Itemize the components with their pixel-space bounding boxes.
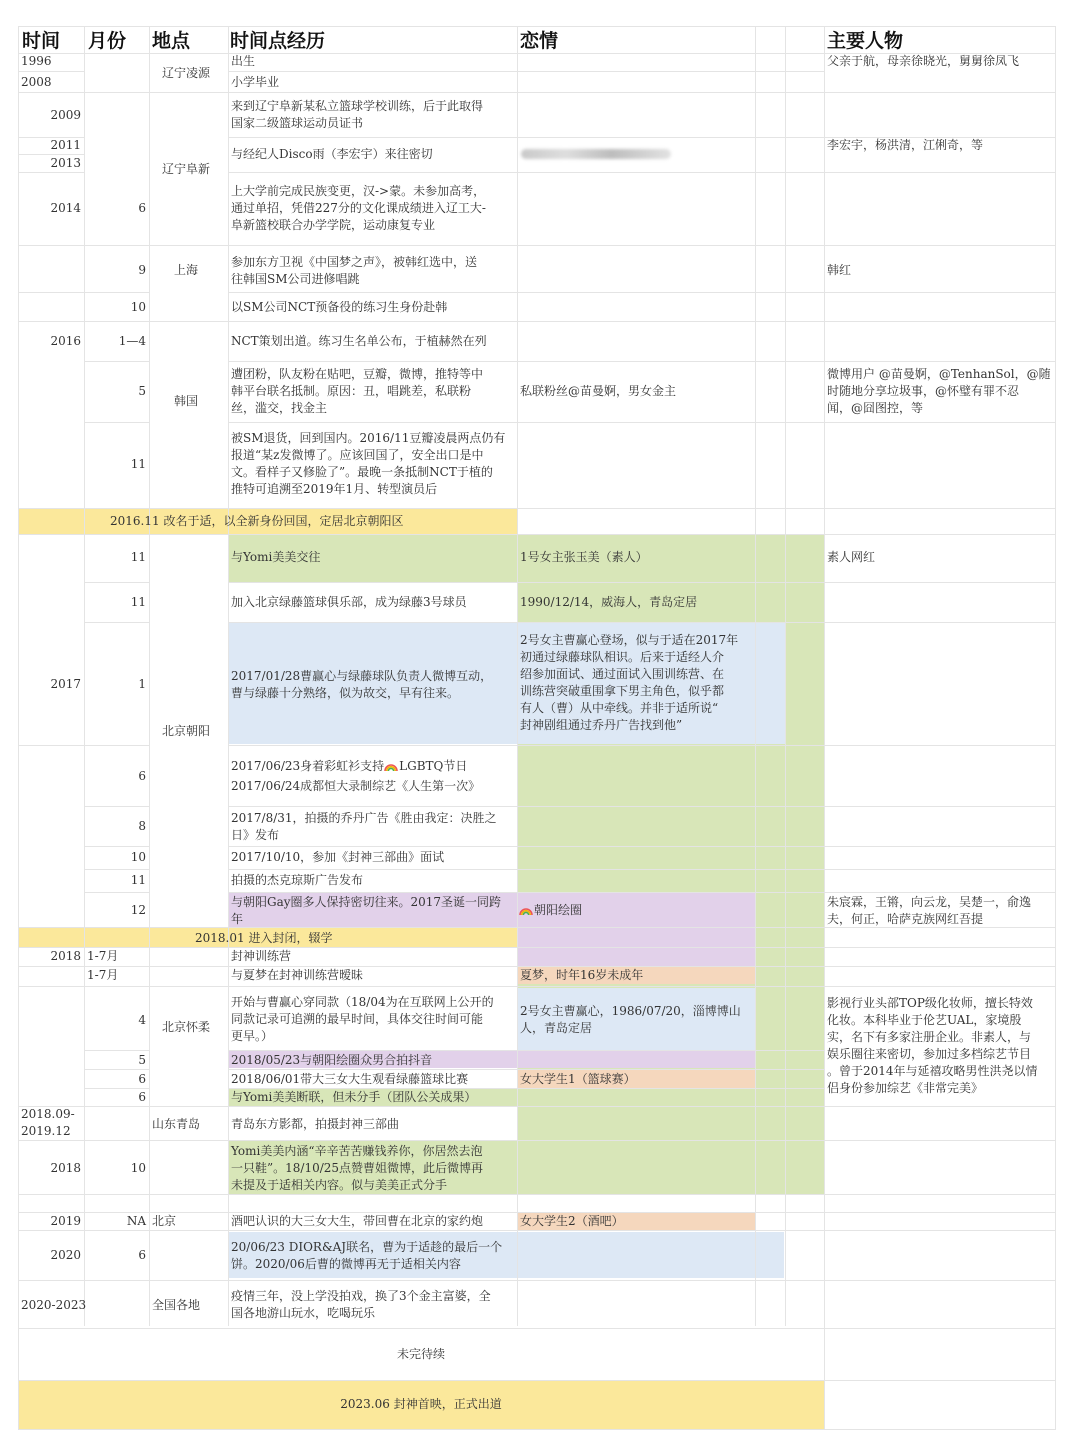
grid-line: [18, 292, 149, 293]
rainbow-icon: [519, 905, 533, 915]
romance-text: 2号女主曹赢心登场，似与于适在2017年 初通过绿藤球队相识。后来于适经人介 绍参加面试、通过面试入围训练营、在 训练营突破重围拿下男主角色，似乎都 有人（曹）从中牵线。并非于适所说“ 封神剧组通过乔丹广告找到他”: [520, 633, 739, 732]
grid-line: [18, 986, 1056, 987]
grid-line: [18, 1194, 1056, 1195]
grid-line: [18, 92, 1056, 93]
grid-line: [84, 892, 149, 893]
year-cell: 2018: [50, 1161, 81, 1175]
grid-line: [84, 1069, 149, 1070]
event-text: 加入北京绿藤篮球俱乐部，成为绿藤3号球员: [231, 595, 467, 609]
grid-line: [755, 26, 756, 1326]
redacted-text: [521, 149, 671, 159]
event-text: 2017/01/28曹赢心与绿藤球队负责人微博互动， 曹与绿藤十分熟络，似为故交，早有往来。: [231, 669, 493, 700]
grid-line: [228, 422, 1056, 423]
month-cell: 5: [138, 384, 146, 398]
grid-line: [18, 245, 1056, 246]
grid-line: [228, 846, 1056, 847]
event-text: 20/06/23 DIOR&AJ联名，曹为于适趁的最后一个 饼。2020/06后曹的微博再无于适相关内容: [231, 1240, 503, 1271]
place-label: 北京怀柔: [162, 1020, 211, 1034]
event-text: [231, 758, 467, 775]
year-cell: 2020-2023: [21, 1298, 87, 1312]
year-cell: 2009: [50, 108, 81, 122]
grid-line: [228, 806, 1056, 807]
people-text: 朱宸霖，王锵，向云龙，吴楚一，俞逸 夫，何正，哈萨克族网红吾提: [827, 895, 1032, 926]
romance-text: 1990/12/14，威海人，青岛定居: [520, 595, 698, 609]
year-cell: 2017: [50, 677, 81, 691]
event-text: 拍摄的杰克琼斯广告发布: [231, 873, 364, 887]
grid-line: [84, 806, 149, 807]
month-cell: 11: [130, 873, 146, 887]
romance-text-wrap: [519, 902, 582, 919]
grid-line: [18, 947, 1056, 948]
grid-line: [18, 1106, 1056, 1107]
grid-line: [18, 26, 19, 1430]
place-label: 北京: [152, 1214, 177, 1228]
event-text: 2017/06/24成都恒大录制综艺《人生第一次》: [231, 779, 481, 793]
place-label: 韩国: [174, 394, 199, 408]
grid-line: [228, 292, 1056, 293]
event-text: 与Yomi美美断联，但未分手（团队公关成果）: [231, 1090, 477, 1104]
grid-line: [84, 1050, 149, 1051]
grid-line: [785, 26, 786, 1326]
grid-line: [228, 869, 1056, 870]
people-text: 父亲于航，母亲徐晓光，舅舅徐凤飞: [827, 54, 1020, 68]
romance-text: 夏梦，时年16岁未成年: [520, 968, 644, 982]
month-cell: NA: [126, 1214, 146, 1228]
month-cell: 12: [130, 903, 146, 917]
event-text: 出生: [231, 54, 256, 68]
month-cell: 1-7月: [87, 949, 119, 963]
year-cell: 2016: [50, 334, 81, 348]
header-month: 月份: [88, 30, 127, 52]
month-cell: 1—4: [118, 334, 146, 348]
grid-line: [18, 1380, 1056, 1381]
event-text: 青岛东方影都，拍摄封神三部曲: [231, 1117, 400, 1131]
month-cell: 4: [138, 1013, 146, 1027]
event-text: 2017/10/10，参加《封神三部曲》面试: [231, 850, 445, 864]
month-cell: 11: [130, 595, 146, 609]
year-cell: 2013: [50, 156, 81, 170]
event-text: 上大学前完成民族变更，汉->蒙。未参加高考， 通过单招，凭借227分的文化课成绩进入辽工大- 阜新篮校联合办学学院，运动康复专业: [231, 184, 486, 232]
romance-text: 1号女主张玉美（素人）: [520, 550, 648, 564]
grid-line: [18, 1328, 1056, 1329]
event-text: 与经纪人Disco雨（李宏宇）来往密切: [231, 147, 433, 161]
people-text: 影视行业头部TOP级化妆师，擅长特效 化妆。本科毕业于伦艺UAL，家境殷 实，名下有多家注册企业。非素人，与 娱乐圈往来密切，参加过多档综艺节目 。曾于2014年与延禧攻略男性洪尧以情 侣身份参加综艺《非常完美》: [827, 996, 1038, 1095]
event-text-part: LGBTQ节日: [399, 759, 468, 773]
grid-line: [228, 582, 1056, 583]
grid-line: [18, 172, 84, 173]
event-text: 2017/8/31，拍摄的乔丹广告《胜由我定：决胜之 日》发布: [231, 811, 497, 842]
header-romance: 恋情: [520, 30, 559, 52]
grid-line: [84, 846, 149, 847]
month-cell: 6: [138, 1248, 146, 1262]
event-text: 开始与曹赢心穿同款（18/04为在互联网上公开的 同款记录可追溯的最早时间，具体交往时间可能 更早。）: [231, 995, 494, 1043]
band-2018: 2018.01 进入封闭，辍学: [195, 931, 333, 945]
grid-line: [228, 1050, 824, 1051]
band-2016: 2016.11 改名于适，以全新身份回国，定居北京朝阳区: [110, 514, 404, 528]
place-label: 辽宁凌源: [162, 66, 211, 80]
event-text: Yomi美美内涵“辛辛苦苦赚钱养你，你居然去泡 一只鞋”。18/10/25点赞曹姐微博，此后微博再 未提及于适相关内容。似与美美正式分手: [231, 1144, 484, 1192]
grid-line: [228, 26, 229, 1326]
grid-line: [18, 321, 149, 322]
grid-line: [228, 622, 1056, 623]
grid-line: [18, 1230, 1056, 1231]
event-text: 与Yomi美美交往: [231, 550, 321, 564]
header-people: 主要人物: [827, 30, 904, 52]
grid-line: [18, 508, 1056, 509]
header-place: 地点: [152, 30, 191, 52]
grid-line: [149, 26, 150, 1326]
people-text: 李宏宇，杨洪清，江俐奇，等: [827, 138, 984, 152]
year-cell: 2011: [50, 138, 81, 152]
event-text: 小学毕业: [231, 75, 280, 89]
people-text: 韩红: [827, 263, 852, 277]
month-cell: 10: [130, 300, 146, 314]
month-cell: 11: [130, 457, 146, 471]
month-cell: 8: [138, 819, 146, 833]
event-text: 来到辽宁阜新某私立篮球学校训练，后于此取得 国家二级篮球运动员证书: [231, 99, 484, 130]
place-label: 辽宁阜新: [162, 162, 211, 176]
grid-line: [18, 745, 149, 746]
year-cell: 2020: [50, 1248, 81, 1262]
place-label: 山东青岛: [152, 1117, 201, 1131]
month-cell: 6: [138, 201, 146, 215]
grid-line: [18, 1429, 1056, 1430]
to-be-continued: 未完待续: [396, 1347, 445, 1361]
grid-line: [824, 26, 825, 1430]
romance-text: 女大学生1（篮球赛）: [520, 1072, 636, 1086]
people-text: 微博用户 @苗曼婀，@TenhanSol，@随 时随地分享垃圾事，@怀璧有罪不忍 闻，@囧图控，等: [827, 367, 1051, 415]
year-cell: 2018.09- 2019.12: [21, 1107, 75, 1138]
place-label: 全国各地: [152, 1298, 201, 1312]
event-text: 与朝阳Gay圈多人保持密切往来。2017圣诞一同跨 年: [231, 895, 502, 926]
grid-line: [84, 26, 85, 1326]
event-text: 以SM公司NCT预备役的练习生身份赴韩: [231, 300, 448, 314]
grid-line: [84, 422, 149, 423]
place-label: 北京朝阳: [162, 724, 211, 738]
event-text: 2018/05/23与朝阳绘圈众男合拍抖音: [231, 1053, 433, 1067]
month-cell: 9: [138, 263, 146, 277]
grid-line: [18, 1140, 1056, 1141]
event-text: 疫情三年，没上学没拍戏，换了3个金主富婆，全 国各地游山玩水，吃喝玩乐: [231, 1289, 491, 1320]
band-2023: 2023.06 封神首映，正式出道: [340, 1397, 502, 1411]
grid-line: [84, 622, 149, 623]
event-text: 封神训练营: [231, 949, 292, 963]
romance-text: 朝阳绘圈: [534, 903, 583, 917]
grid-line: [18, 71, 84, 72]
people-text: 素人网红: [827, 550, 876, 564]
event-text: 2018/06/01带大三女大生观看绿藤篮球比赛: [231, 1072, 469, 1086]
event-text: 酒吧认识的大三女大生，带回曹在北京的家约炮: [231, 1214, 484, 1228]
event-text-part: 2017/06/23身着彩虹衫支持: [231, 759, 385, 773]
year-cell: 2008: [21, 75, 52, 89]
grid-line: [228, 892, 1056, 893]
month-cell: 1: [138, 677, 146, 691]
month-cell: 5: [138, 1053, 146, 1067]
romance-text: 私联粉丝@苗曼婀，男女金主: [520, 384, 677, 398]
grid-line: [149, 321, 1056, 322]
month-cell: 6: [138, 769, 146, 783]
grid-line: [228, 361, 1056, 362]
event-text: NCT策划出道。练习生名单公布，于植赫然在列: [231, 334, 487, 348]
header-events: 时间点经历: [230, 30, 326, 52]
grid-line: [84, 582, 149, 583]
year-cell: 2014: [50, 201, 81, 215]
rainbow-icon: [384, 761, 398, 771]
month-cell: 6: [138, 1072, 146, 1086]
grid-line: [18, 26, 1056, 27]
grid-line: [84, 869, 149, 870]
event-text: 与夏梦在封神训练营暧昧: [231, 968, 364, 982]
grid-line: [84, 361, 149, 362]
grid-line: [517, 26, 518, 1326]
grid-line: [228, 1069, 824, 1070]
month-cell: 10: [130, 850, 146, 864]
grid-line: [18, 534, 1056, 535]
grid-line: [18, 1280, 1056, 1281]
month-cell: 11: [130, 550, 146, 564]
month-cell: 6: [138, 1090, 146, 1104]
grid-line: [228, 172, 1056, 173]
grid-line: [228, 71, 824, 72]
year-cell: 2019: [50, 1214, 81, 1228]
grid-line: [228, 745, 1056, 746]
romance-text: 女大学生2（酒吧）: [520, 1214, 624, 1228]
romance-text: 2号女主曹赢心，1986/07/20，淄博博山 人，青岛定居: [520, 1004, 741, 1035]
place-label: 上海: [174, 263, 199, 277]
year-cell: 2018: [50, 949, 81, 963]
event-text: 遭团粉，队友粉在贴吧，豆瓣，微博，推特等中 韩平台联名抵制。原因：丑，唱跳差，私联粉 丝，滥交，找金主: [231, 367, 484, 415]
event-text: 参加东方卫视《中国梦之声》，被韩红选中，送 往韩国SM公司进修唱跳: [231, 255, 478, 286]
event-text: 被SM退货，回到国内。2016/11豆瓣凌晨两点仍有 报道“某z发微博了。应该回国了，安全出口是中 文。看样子又修脸了”。最晚一条抵制NCT于植的 推特可追溯至2019年1月、转型演员后: [231, 431, 506, 496]
grid-line: [1055, 26, 1056, 1430]
month-cell: 10: [130, 1161, 146, 1175]
header-time: 时间: [22, 30, 61, 52]
month-cell: 1-7月: [87, 968, 119, 982]
year-cell: 1996: [21, 54, 52, 68]
